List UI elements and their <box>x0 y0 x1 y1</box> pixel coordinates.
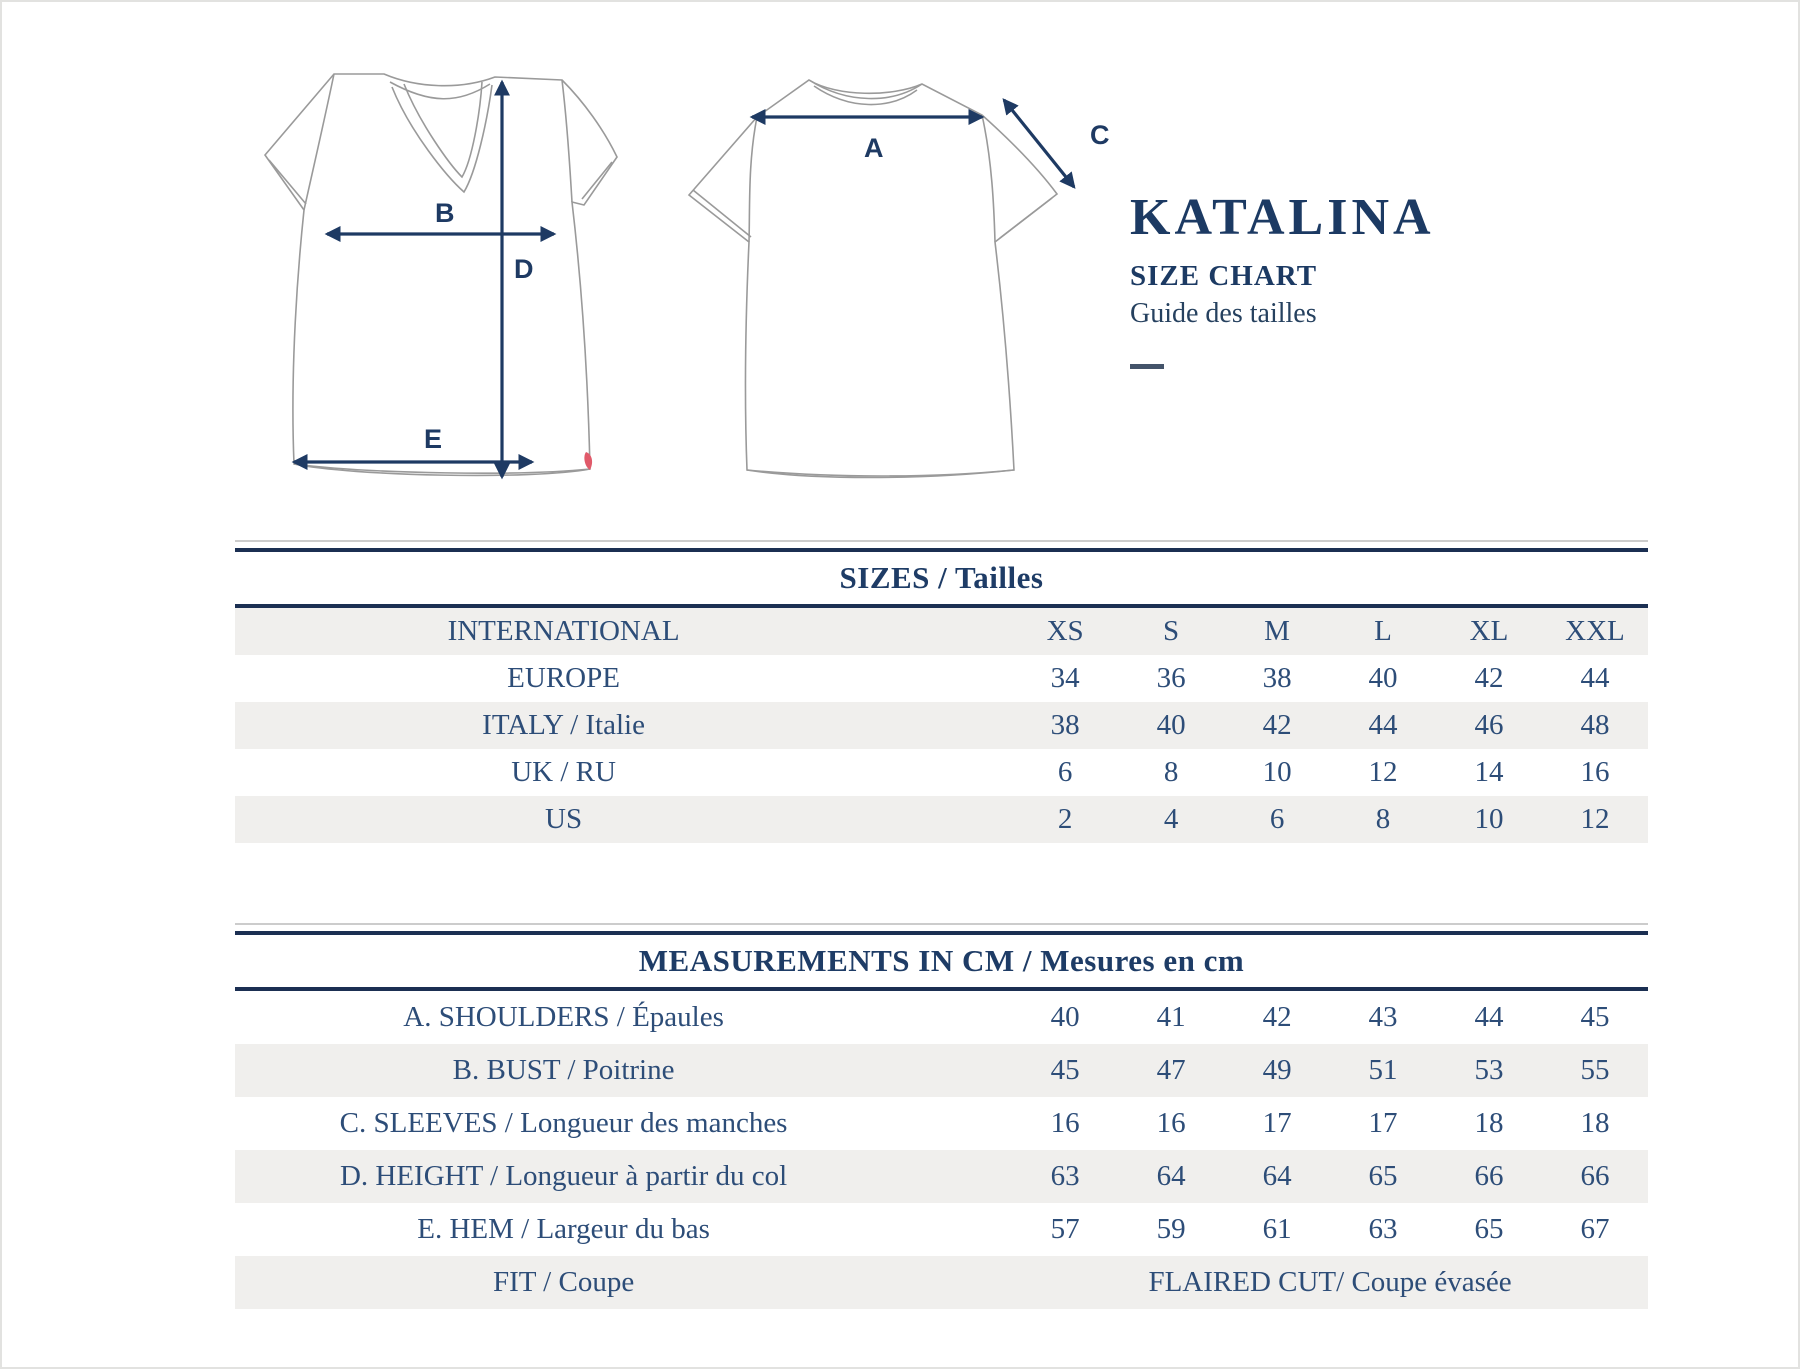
cell-value: 8 <box>1163 756 1179 788</box>
sizes-table-header: SIZES / Tailles <box>839 560 1044 595</box>
cell-value: 41 <box>1156 1001 1186 1033</box>
cell-value: 48 <box>1580 709 1610 741</box>
table-row <box>235 608 1648 655</box>
cell-value: 65 <box>1368 1160 1398 1192</box>
cell-value: 38 <box>1050 709 1080 741</box>
sizes-table-rows <box>235 608 1648 843</box>
cell-value: 57 <box>1050 1213 1080 1245</box>
cell-value: 18 <box>1580 1107 1610 1139</box>
cell-value: 16 <box>1580 756 1610 788</box>
cell-value: 8 <box>1375 803 1391 835</box>
cell-value: L <box>1374 615 1392 647</box>
cell-value: 67 <box>1580 1213 1610 1245</box>
cell-value: XS <box>1046 615 1084 647</box>
cell-value: 55 <box>1580 1054 1610 1086</box>
cell-value: 4 <box>1163 803 1179 835</box>
cell-value: 38 <box>1262 662 1292 694</box>
cell-value: 2 <box>1057 803 1073 835</box>
cell-value: 47 <box>1156 1054 1186 1086</box>
cell-value: 12 <box>1368 756 1398 788</box>
table-row <box>235 702 1648 749</box>
cell-value: 65 <box>1474 1213 1504 1245</box>
cell-value: 64 <box>1156 1160 1186 1192</box>
cell-value: 40 <box>1156 709 1186 741</box>
rule-thin <box>235 923 1648 925</box>
cell-value: 36 <box>1156 662 1186 694</box>
cell-value: 18 <box>1474 1107 1504 1139</box>
row-label: UK / RU <box>511 756 616 788</box>
title-block <box>1130 190 1435 369</box>
cell-value: 64 <box>1262 1160 1292 1192</box>
cell-value: 49 <box>1262 1054 1292 1086</box>
table-row <box>235 1097 1648 1150</box>
cell-value: 46 <box>1474 709 1504 741</box>
cell-value: 59 <box>1156 1213 1186 1245</box>
cell-value: 10 <box>1262 756 1292 788</box>
row-label: E. HEM / Largeur du bas <box>417 1213 710 1245</box>
cell-value: 40 <box>1368 662 1398 694</box>
measurements-table-header: MEASUREMENTS IN CM / Mesures en cm <box>638 943 1245 978</box>
cell-value: XL <box>1469 615 1509 647</box>
row-label: D. HEIGHT / Longueur à partir du col <box>339 1160 788 1192</box>
row-label: FIT / Coupe <box>492 1266 635 1298</box>
cell-value: 45 <box>1580 1001 1610 1033</box>
table-row <box>235 1150 1648 1203</box>
cell-value: 45 <box>1050 1054 1080 1086</box>
cell-value: 42 <box>1262 1001 1292 1033</box>
cell-value: 66 <box>1474 1160 1504 1192</box>
cell-value: 53 <box>1474 1054 1504 1086</box>
bust-label: B <box>435 198 455 228</box>
cell-value: 16 <box>1050 1107 1080 1139</box>
cell-value: 42 <box>1262 709 1292 741</box>
front-shirt-outline <box>265 74 617 475</box>
row-label: B. BUST / Poitrine <box>452 1054 675 1086</box>
size-chart-heading-fr: Guide des tailles <box>1130 298 1317 329</box>
cell-value: 17 <box>1262 1107 1292 1139</box>
row-label: US <box>545 803 583 835</box>
rule-thin <box>235 540 1648 542</box>
hem-label: E <box>424 424 443 454</box>
cell-value: 63 <box>1050 1160 1080 1192</box>
brand-title: KATALINA <box>1130 189 1435 246</box>
cell-value: 34 <box>1050 662 1080 694</box>
table-row <box>235 1203 1648 1256</box>
cell-value: 17 <box>1368 1107 1398 1139</box>
cell-value: 40 <box>1050 1001 1080 1033</box>
size-chart-heading: SIZE CHART <box>1130 260 1318 292</box>
back-shirt-diagram <box>652 52 1172 492</box>
cell-value: 66 <box>1580 1160 1610 1192</box>
row-label: EUROPE <box>507 662 620 694</box>
sleeves-label: C <box>1090 120 1110 150</box>
cell-value: 44 <box>1580 662 1610 694</box>
row-label: ITALY / Italie <box>482 709 645 741</box>
height-label: D <box>514 254 534 284</box>
cell-value: M <box>1264 615 1290 647</box>
shoulders-label: A <box>864 133 884 163</box>
measurements-table-rows <box>235 991 1648 1309</box>
cell-value: 63 <box>1368 1213 1398 1245</box>
cell-value: S <box>1163 615 1180 647</box>
cell-value: 51 <box>1368 1054 1398 1086</box>
row-label: A. SHOULDERS / Épaules <box>403 1001 724 1033</box>
cell-value: 10 <box>1474 803 1504 835</box>
cell-value: 12 <box>1580 803 1610 835</box>
cell-value: 43 <box>1368 1001 1398 1033</box>
row-label: C. SLEEVES / Longueur des manches <box>339 1107 788 1139</box>
row-merged-value: FLAIRED CUT/ Coupe évasée <box>1148 1266 1512 1298</box>
sizes-table <box>235 540 1648 843</box>
table-row <box>235 749 1648 796</box>
cell-value: 42 <box>1474 662 1504 694</box>
cell-value: 44 <box>1474 1001 1504 1033</box>
table-row <box>235 991 1648 1044</box>
table-row <box>235 796 1648 843</box>
cell-value: 6 <box>1269 803 1285 835</box>
cell-value: 61 <box>1262 1213 1292 1245</box>
cell-value: 6 <box>1057 756 1073 788</box>
cell-value: 44 <box>1368 709 1398 741</box>
row-label: INTERNATIONAL <box>447 615 680 647</box>
cell-value: 16 <box>1156 1107 1186 1139</box>
divider-dash <box>1130 364 1164 369</box>
cell-value: XXL <box>1565 615 1625 647</box>
front-shirt-diagram <box>232 52 627 492</box>
table-row <box>235 655 1648 702</box>
table-row <box>235 1256 1648 1309</box>
cell-value: 14 <box>1474 756 1504 788</box>
measurements-table <box>235 923 1648 1309</box>
table-row <box>235 1044 1648 1097</box>
